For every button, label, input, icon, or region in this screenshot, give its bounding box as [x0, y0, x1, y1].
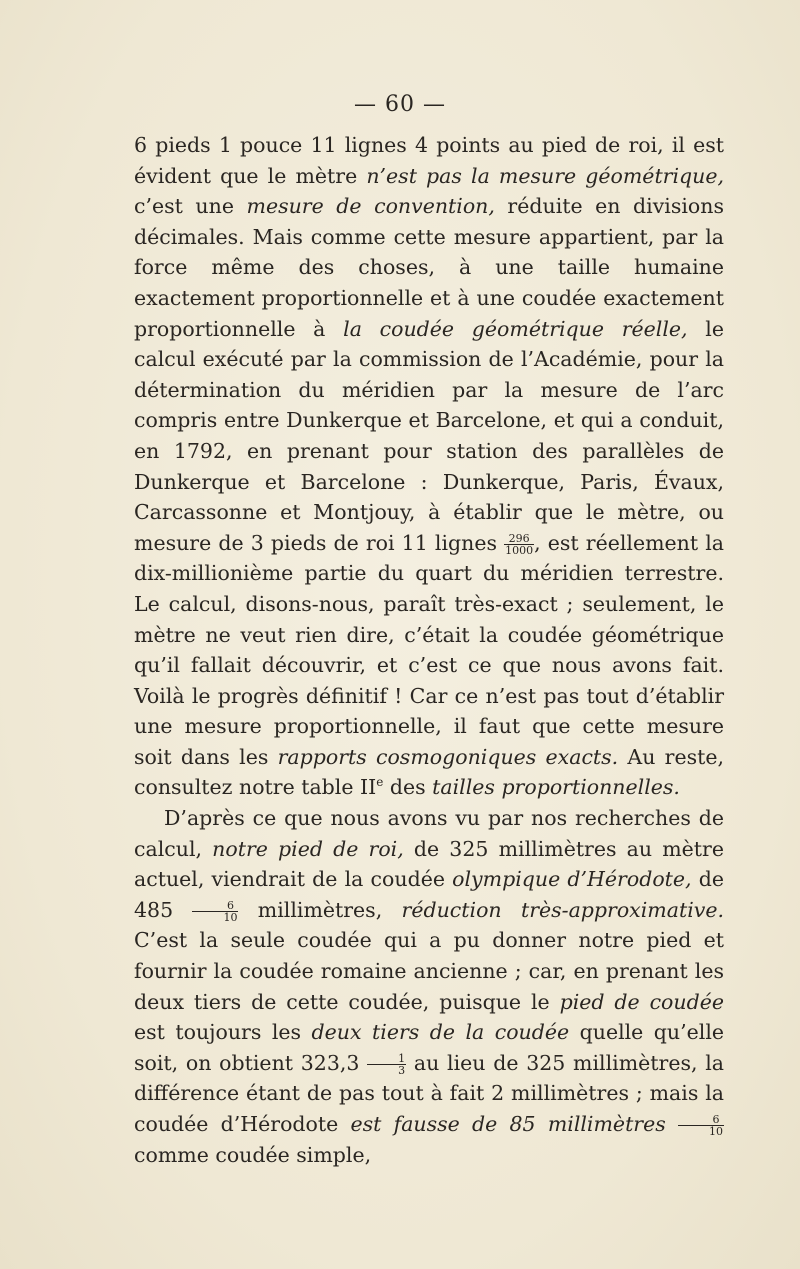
italic-run: deux tiers de la coudée — [311, 1020, 570, 1045]
fraction — [678, 1114, 724, 1137]
fraction-denominator: 1000 — [505, 543, 534, 557]
fraction-numerator: 296 — [504, 533, 534, 545]
text-run: 6 pieds 1 pouce 11 lignes 4 points au pied de roi, il est évident que le mètre — [134, 133, 724, 188]
paragraph-1 — [134, 130, 724, 803]
italic-run: pied de coudée — [559, 989, 724, 1014]
text-run: C’est la seule coudée qui a pu donner notre pied et fournir la coudée romaine ancienne ; car, en prenant les deux tiers de cette coudée, puisque le — [134, 928, 724, 1014]
text-run: de 325 millimètres au mètre actuel, viendrait de la coudée — [134, 836, 724, 892]
text-run: millimètres, — [238, 897, 402, 922]
italic-run: la coudée géométrique réelle, — [343, 316, 688, 341]
italic-run: mesure de convention, — [246, 194, 495, 219]
fraction-denominator: 3 — [398, 1063, 406, 1077]
italic-run: rapports cosmogoniques exacts. — [277, 744, 619, 769]
text-run: au lieu de 325 millimètres, la différence étant de pas tout à fait 2 millimètres ; mais la coudée d’Hérodote — [134, 1050, 724, 1136]
text-run: , est réellement la dix-millionième partie du quart du méridien terrestre. Le calcul, disons-nous, paraît très-exact ; seulement, le mètre ne veut rien dire, c’était la coudée géométrique qu’il fallait découvrir, et c’est ce que nous avons fait. Voilà le progrès définitif ! Car ce n’est pas tout d’établir une mesure proportionnelle, il faut que cette mesure soit dans les — [134, 530, 724, 769]
italic-run: tailles proportionnelles. — [432, 775, 680, 800]
text-run: est toujours les — [134, 1020, 312, 1045]
text-run: quelle qu’elle soit, on obtient 323,3 — [134, 1020, 725, 1075]
fraction — [192, 900, 238, 923]
fraction — [367, 1053, 406, 1076]
fraction-denominator: 10 — [223, 910, 238, 924]
body-text — [134, 130, 724, 1170]
fraction-numerator: 1 — [367, 1053, 406, 1065]
text-run: c’est une — [134, 194, 247, 219]
superscript: e — [376, 775, 384, 790]
italic-run: notre pied de roi, — [212, 836, 404, 861]
fraction-denominator: 10 — [709, 1125, 723, 1138]
fraction — [504, 533, 534, 556]
fraction-numerator: 6 — [192, 900, 238, 912]
text-run: Au reste, consultez notre table II — [134, 744, 724, 800]
italic-run: réduction très-approximative. — [401, 897, 724, 922]
page-number: — 60 — — [354, 92, 446, 117]
text-run: comme coudée simple, — [134, 1142, 372, 1167]
paragraph-2 — [134, 803, 724, 1170]
italic-run: est fausse de 85 millimètres — [350, 1112, 666, 1136]
italic-run: n’est pas la mesure géométrique, — [366, 163, 725, 188]
text-run: réduite en divisions décimales. Mais comme cette mesure appartient, par la force même des choses, à une taille humaine exactement proportionnelle et à une coudée exactement proportionnelle à — [134, 194, 724, 341]
text-run: D’après ce que nous avons vu par nos recherches de calcul, — [134, 806, 724, 861]
text-run: des — [383, 775, 433, 800]
fraction-numerator: 6 — [678, 1114, 724, 1126]
text-run: le calcul exécuté par la commission de l’Académie, pour la détermination du méridien par la mesure de l’arc compris entre Dunkerque et Barcelone, et qui a conduit, en 1792, en prenant pour station des parallèles de Dunkerque et Barcelone : Dunkerque, Paris, Évaux, Carcassonne et Montjouy, à établir que le mètre, ou mesure de 3 pieds de roi 11 lignes — [134, 316, 724, 555]
text-run — [666, 1112, 678, 1136]
italic-run: olympique d’Hérodote, — [452, 867, 692, 892]
text-run: de 485 — [134, 867, 724, 922]
